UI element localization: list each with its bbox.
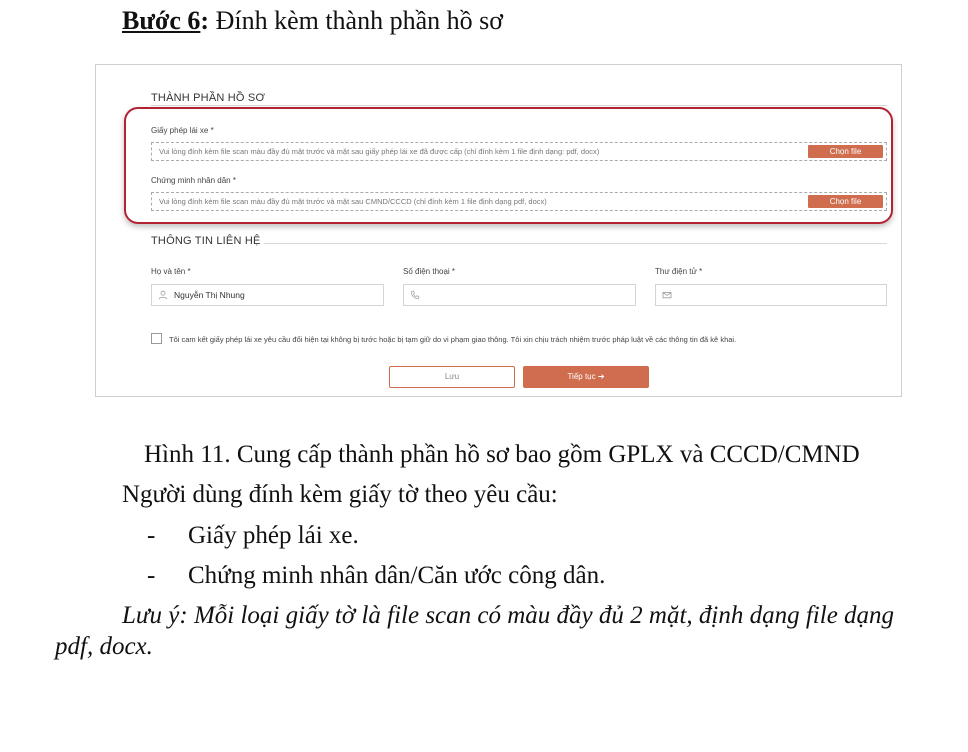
email-label: Thư điện tử * <box>655 267 703 276</box>
contact-section-title: THÔNG TIN LIÊN HỆ <box>151 235 261 247</box>
figure-caption: Hình 11. Cung cấp thành phần hồ sơ bao gồm GPLX và CCCD/CMND <box>144 441 860 468</box>
bullet-dash: - <box>147 522 156 549</box>
note-line-1: Lưu ý: Mỗi loại giấy tờ là file scan có màu đầy đủ 2 mặt, định dạng file dạng <box>122 602 895 629</box>
consent-checkbox[interactable] <box>151 333 162 344</box>
step-heading <box>122 4 503 38</box>
bullet-id-card: Chứng minh nhân dân/Căn ước công dân. <box>188 562 606 589</box>
fullname-input[interactable] <box>151 284 384 306</box>
phone-icon <box>410 290 420 300</box>
step-label: Bước 6 <box>122 6 201 35</box>
id-card-label: Chứng minh nhân dân * <box>151 176 236 185</box>
bullet-license: Giấy phép lái xe. <box>188 522 359 549</box>
step-colon: : <box>200 6 210 35</box>
next-button[interactable]: Tiếp tục ➔ <box>523 366 649 388</box>
id-card-upload-field[interactable] <box>151 192 887 211</box>
attachments-divider <box>151 105 887 106</box>
fullname-value: Nguyễn Thị Nhung <box>174 290 245 300</box>
license-choose-file-button[interactable]: Chọn file <box>808 145 883 158</box>
contact-divider <box>264 243 887 244</box>
save-button[interactable]: Lưu <box>389 366 515 388</box>
step-title: Đính kèm thành phần hồ sơ <box>209 6 503 35</box>
fullname-label: Họ và tên * <box>151 267 191 276</box>
attachments-section-title: THÀNH PHẦN HỒ SƠ <box>151 92 266 104</box>
email-input[interactable] <box>655 284 887 306</box>
license-label: Giấy phép lái xe * <box>151 126 214 135</box>
id-card-choose-file-button[interactable]: Chọn file <box>808 195 883 208</box>
form-screenshot <box>95 64 902 397</box>
id-card-upload-hint: Vui lòng đính kèm file scan màu đầy đủ mặt trước và mặt sau CMND/CCCD (chỉ đính kèm 1 file định dạng pdf, docx) <box>159 197 547 206</box>
mail-icon <box>662 290 672 300</box>
bullet-dash: - <box>147 562 156 589</box>
intro-text: Người dùng đính kèm giấy tờ theo yêu cầu: <box>122 481 558 508</box>
user-icon <box>158 290 168 300</box>
consent-text: Tôi cam kết giấy phép lái xe yêu cầu đổi hiện tại không bị tước hoặc bị tạm giữ do vi phạm giao thông. Tôi xin chịu trách nhiệm trước pháp luật về các thông tin đã kê khai. <box>169 335 737 344</box>
note-line-2: pdf, docx. <box>55 633 153 660</box>
phone-label: Số điện thoại * <box>403 267 456 276</box>
phone-input[interactable] <box>403 284 636 306</box>
license-upload-hint: Vui lòng đính kèm file scan màu đầy đủ mặt trước và mặt sau giấy phép lái xe đã được cấp (chỉ đính kèm 1 file định dạng: pdf, docx) <box>159 147 600 156</box>
license-upload-field[interactable] <box>151 142 887 161</box>
